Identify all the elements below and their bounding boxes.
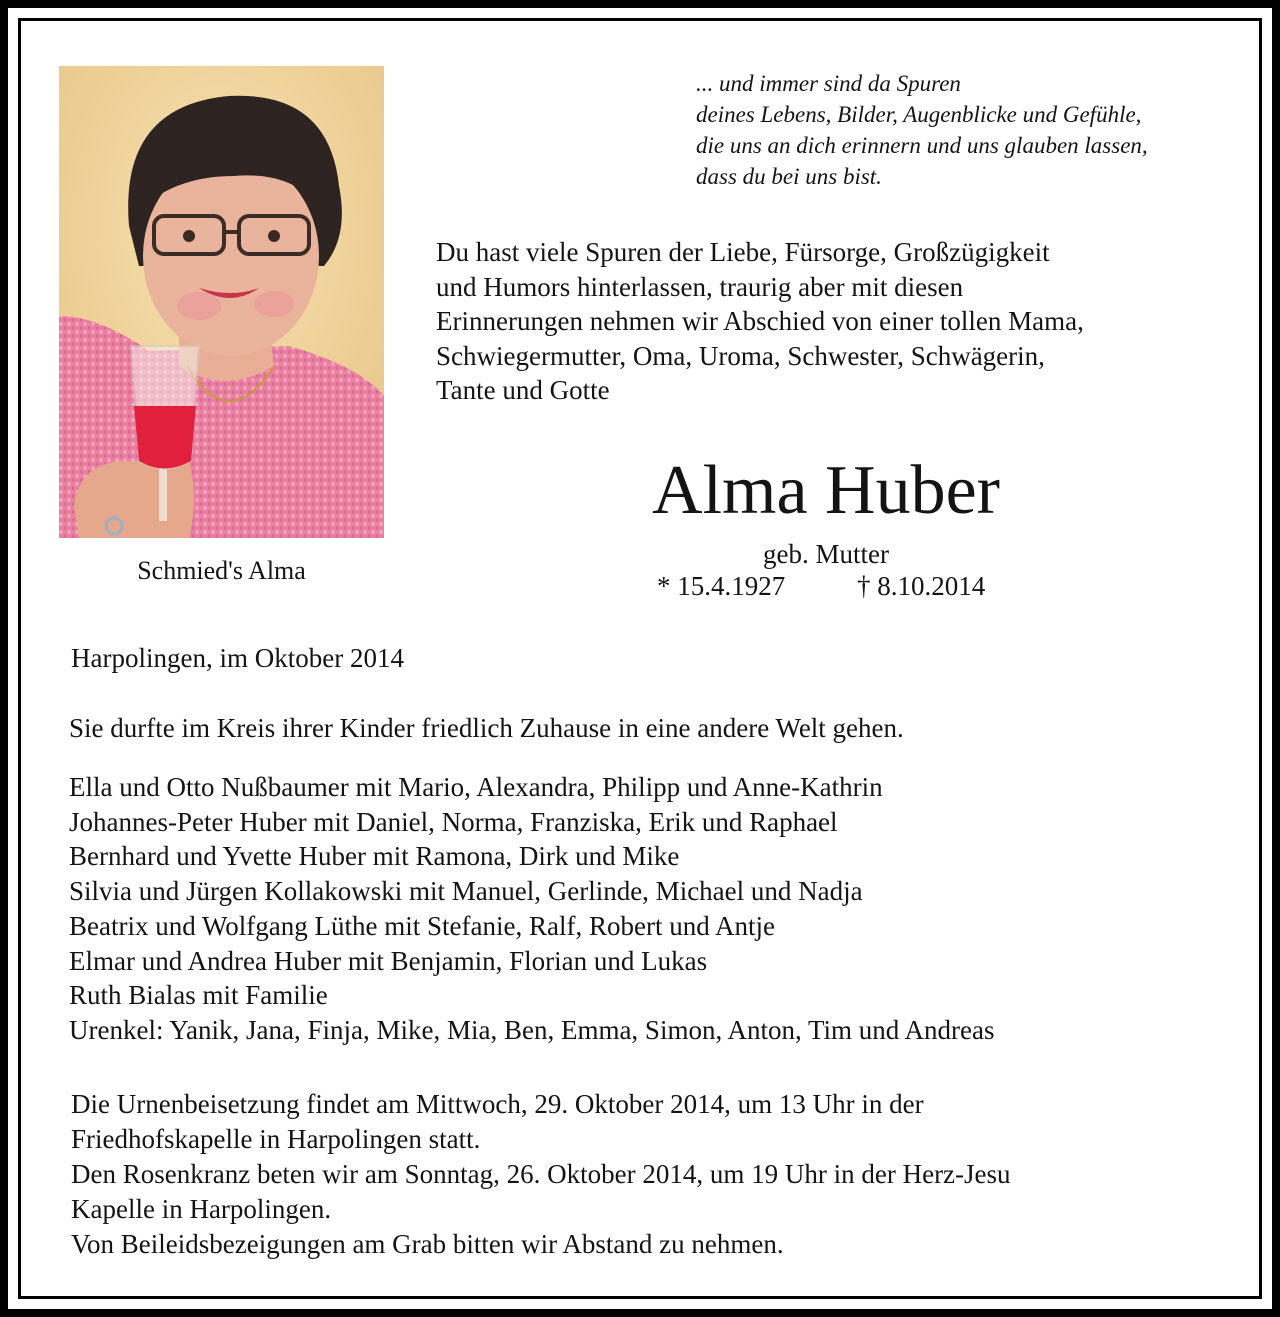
passing-statement: Sie durfte im Kreis ihrer Kinder friedlich Zuhause in eine andere Welt gehen. xyxy=(69,713,904,743)
mourner-line: Urenkel: Yanik, Jana, Finja, Mike, Mia, Ben, Emma, Simon, Anton, Tim und Andreas xyxy=(69,1014,995,1045)
tribute-line: Tante und Gotte xyxy=(436,375,610,405)
condolences-line: Von Beileidsbezeigungen am Grab bitten wir Abstand zu nehmen. xyxy=(71,1229,784,1259)
tribute-line: und Humors hinterlassen, traurig aber mit diesen xyxy=(436,271,964,302)
memorial-quote xyxy=(696,68,1256,192)
obituary-frame xyxy=(18,18,1262,1299)
birth-date: * 15.4.1927 xyxy=(657,571,786,601)
quote-line: die uns an dich erinnern und uns glauben lassen, xyxy=(696,133,1148,158)
mourner-line: Ruth Bialas mit Familie xyxy=(69,980,328,1011)
quote-line: deines Lebens, Bilder, Augenblicke und Gefühle, xyxy=(696,102,1142,127)
mourner-line: Elmar und Andrea Huber mit Benjamin, Florian und Lukas xyxy=(69,945,708,976)
burial-line: Die Urnenbeisetzung findet am Mittwoch, 29. Oktober 2014, um 13 Uhr in der xyxy=(71,1089,924,1119)
mourner-line: Beatrix und Wolfgang Lüthe mit Stefanie, Ralf, Robert und Antje xyxy=(69,910,775,941)
rosary-line: Kapelle in Harpolingen. xyxy=(71,1194,332,1224)
deceased-name: Alma Huber xyxy=(652,452,1000,529)
portrait-photo xyxy=(59,66,384,538)
mourner-line: Johannes-Peter Huber mit Daniel, Norma, Franziska, Erik und Raphael xyxy=(69,806,838,837)
mourner-line: Silvia und Jürgen Kollakowski mit Manuel, Gerlinde, Michael und Nadja xyxy=(69,876,863,907)
burial-line: Friedhofskapelle in Harpolingen statt. xyxy=(71,1124,481,1154)
tribute-line: Schwiegermutter, Oma, Uroma, Schwester, Schwägerin, xyxy=(436,340,1045,371)
mourners-list xyxy=(69,770,995,1048)
rosary-line: Den Rosenkranz beten wir am Sonntag, 26. Oktober 2014, um 19 Uhr in der Herz-Jesu xyxy=(71,1159,1011,1189)
portrait-illustration xyxy=(59,66,384,538)
obituary-page xyxy=(8,8,1272,1309)
maiden-name: geb. Mutter xyxy=(763,539,889,569)
place-date: Harpolingen, im Oktober 2014 xyxy=(71,643,404,673)
tribute-line: Du hast viele Spuren der Liebe, Fürsorge, Großzügigkeit xyxy=(436,237,1050,267)
mourner-line: Bernhard und Yvette Huber mit Ramona, Dirk und Mike xyxy=(69,841,680,872)
funeral-notice xyxy=(71,1087,1216,1262)
tribute-text xyxy=(436,235,1236,408)
tribute-line: Erinnerungen nehmen wir Abschied von einer tollen Mama, xyxy=(436,306,1084,336)
mourner-line: Ella und Otto Nußbaumer mit Mario, Alexandra, Philipp und Anne-Kathrin xyxy=(69,772,883,802)
quote-line: ... und immer sind da Spuren xyxy=(696,71,961,96)
quote-line: dass du bei uns bist. xyxy=(696,164,882,189)
death-date: † 8.10.2014 xyxy=(857,571,986,601)
photo-caption: Schmied's Alma xyxy=(137,556,306,585)
